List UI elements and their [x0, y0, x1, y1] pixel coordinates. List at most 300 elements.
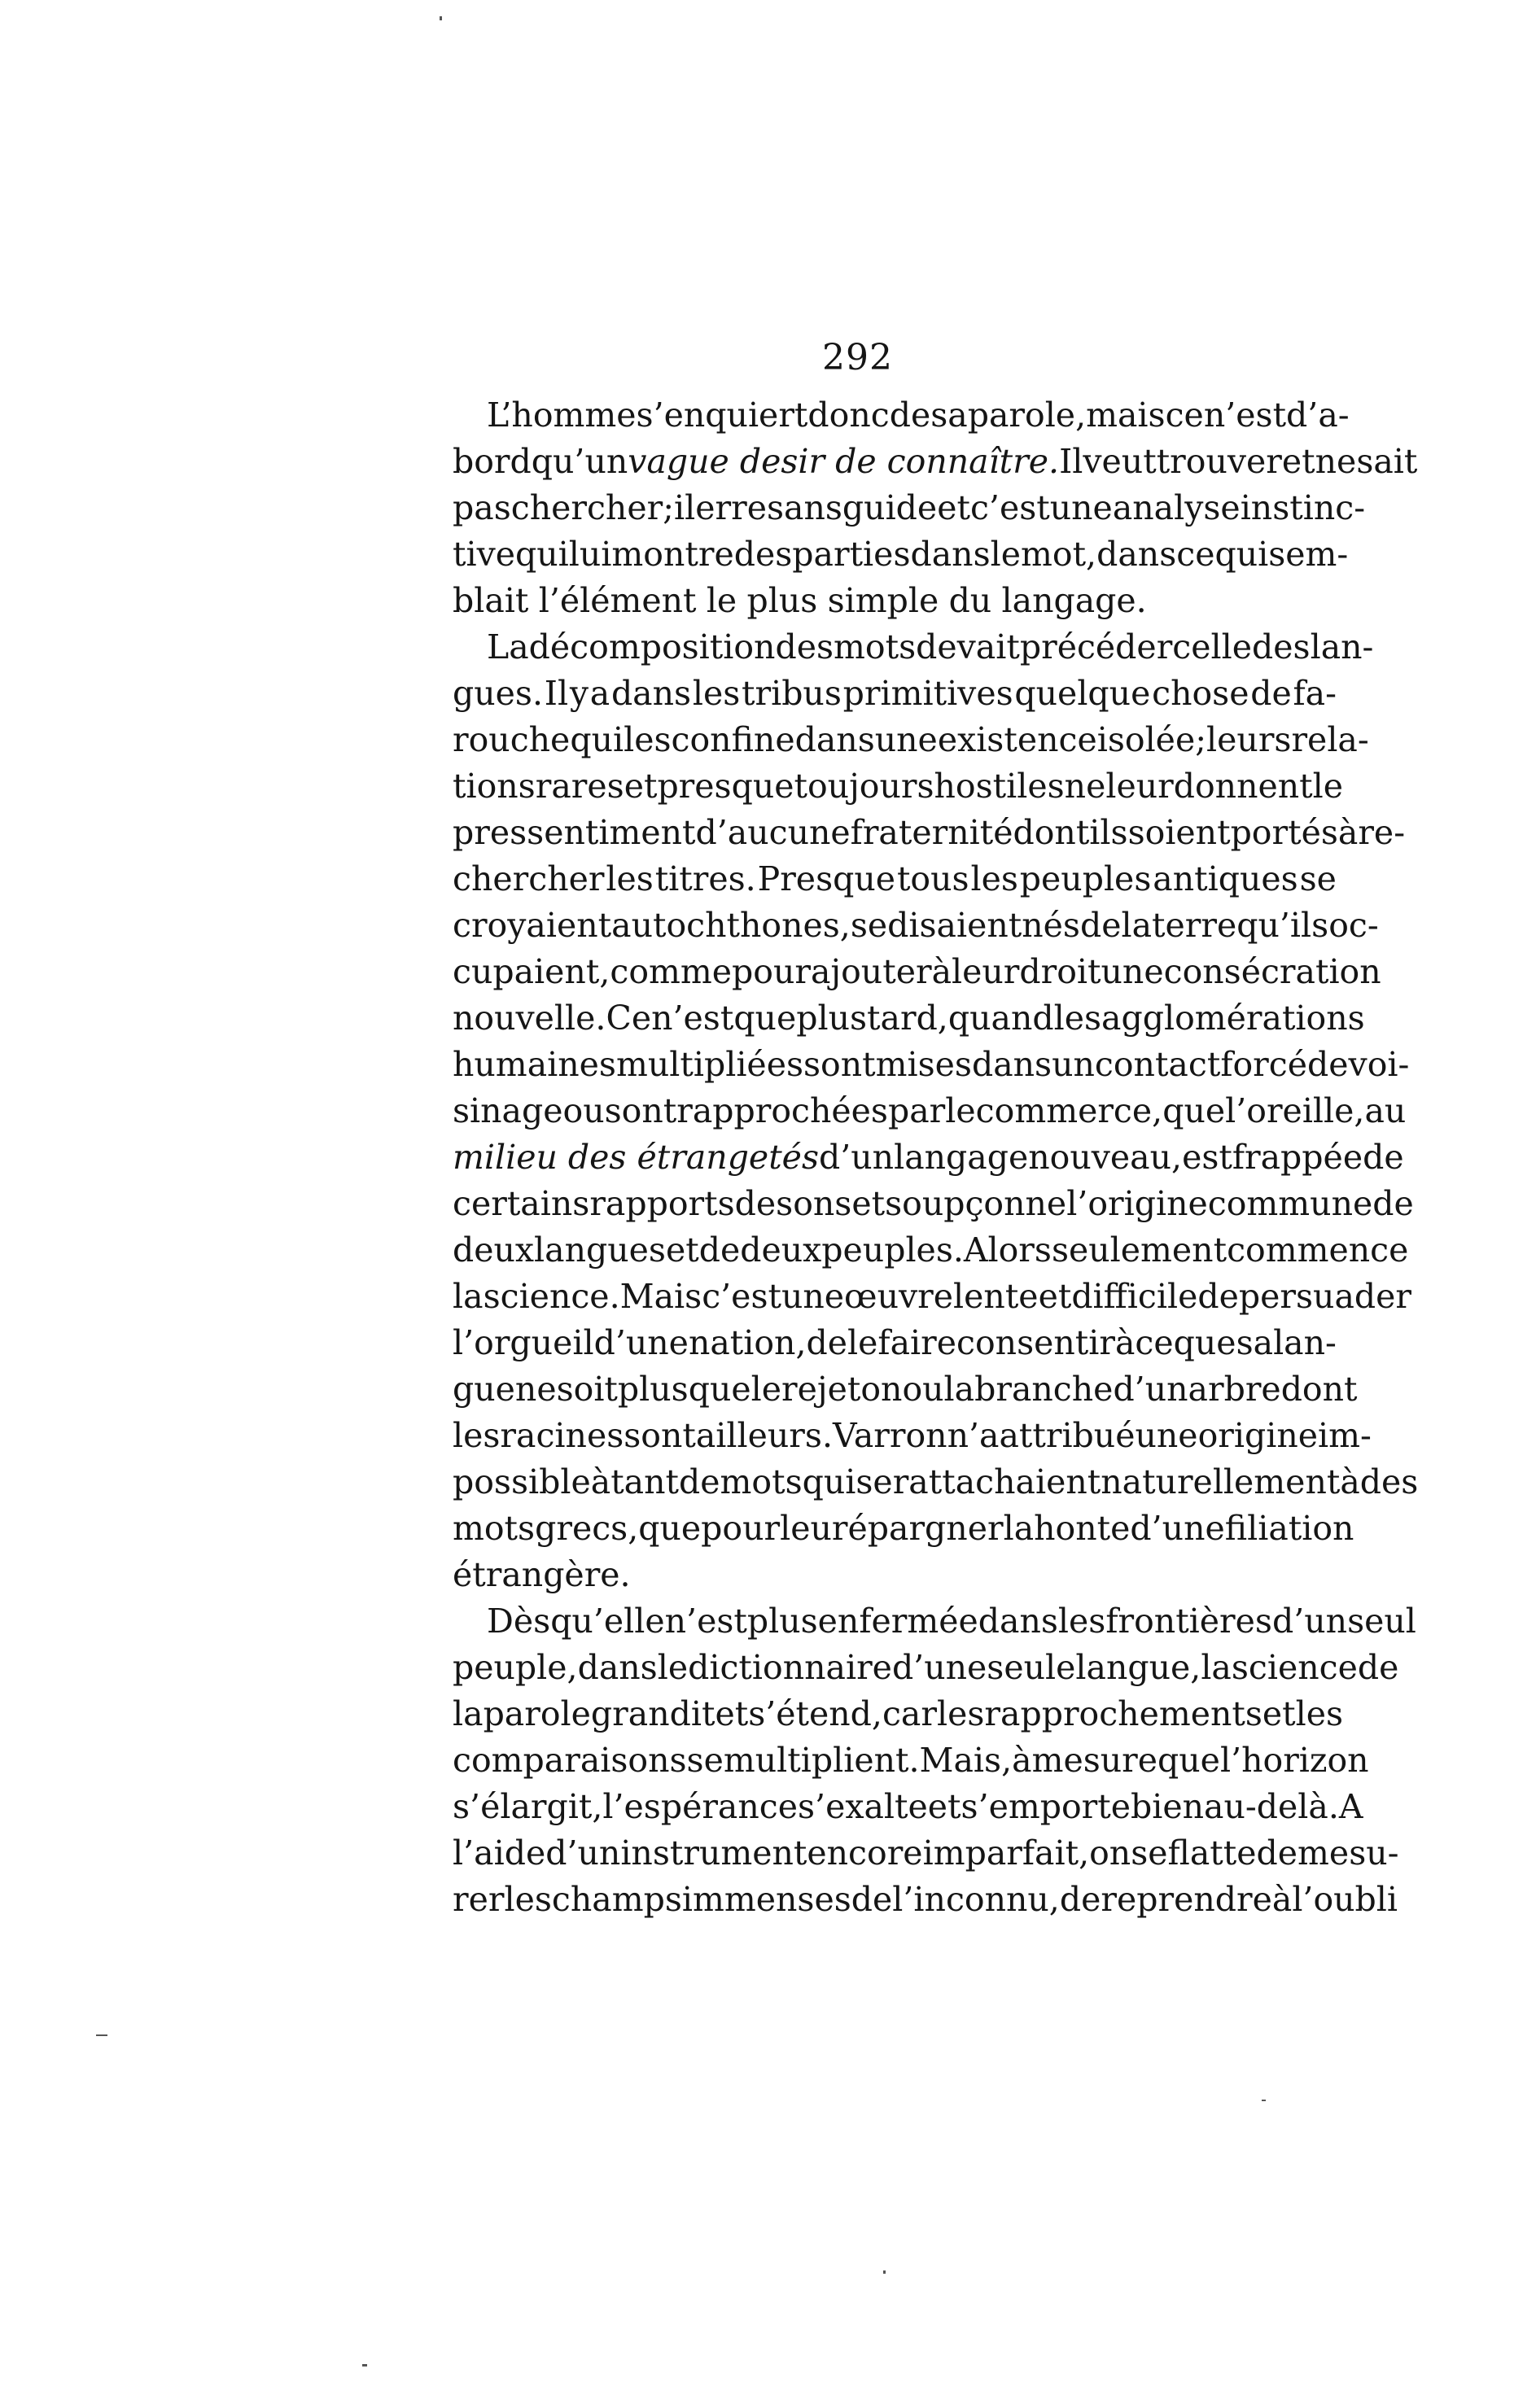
word: tribus — [742, 674, 842, 713]
word: consécration — [1163, 952, 1381, 991]
word: car — [882, 1694, 937, 1733]
word: leur — [1105, 767, 1174, 806]
word: qui — [802, 1462, 856, 1501]
word: se — [856, 1462, 893, 1501]
word: chercher — [453, 859, 605, 898]
word: peuples. — [821, 1230, 964, 1270]
word: trouver — [1156, 442, 1282, 481]
word: ne — [1315, 442, 1357, 481]
text-line — [453, 1134, 1404, 1181]
word: sons — [776, 1184, 852, 1223]
word: d’un — [545, 1833, 621, 1873]
text-line — [453, 578, 1337, 624]
word: La — [487, 627, 529, 666]
word: croyaient — [453, 906, 612, 945]
word: et — [927, 1787, 961, 1826]
word: veut — [1083, 442, 1157, 481]
word: nouveau, — [1028, 1138, 1183, 1177]
word: consentir — [956, 1323, 1115, 1362]
word: que — [688, 1370, 751, 1409]
word: d’une — [593, 1323, 689, 1362]
word: immenses — [681, 1880, 851, 1919]
word: les — [970, 859, 1018, 898]
word: parole — [483, 1694, 591, 1733]
word: les — [1053, 999, 1102, 1038]
word: possible — [453, 1462, 591, 1501]
word: des — [1359, 1462, 1419, 1501]
word: imparfait, — [922, 1833, 1090, 1873]
word: ou — [902, 1370, 944, 1409]
word: leur — [952, 952, 1020, 991]
word: multipliées — [615, 1045, 803, 1084]
word: et — [1262, 1694, 1296, 1733]
word: des — [775, 627, 834, 666]
word: bord — [453, 442, 532, 481]
word: qui — [570, 720, 624, 759]
word: l’orgueil — [453, 1323, 594, 1362]
word: disaient — [887, 906, 1022, 945]
scan-speck — [96, 2034, 107, 2036]
word: lan- — [1273, 1323, 1337, 1362]
word: que — [638, 1509, 702, 1548]
text-line — [453, 392, 1350, 439]
word: branche — [974, 1370, 1114, 1409]
word: rouche — [453, 720, 571, 759]
word: ne — [1064, 767, 1106, 806]
text-line — [453, 1227, 1409, 1274]
word: de — [1197, 1277, 1239, 1316]
text-line — [453, 1784, 1363, 1830]
text-line — [453, 439, 1418, 485]
word: persuader — [1238, 1277, 1411, 1316]
word: Alors — [963, 1230, 1052, 1270]
word: langage. — [1001, 581, 1147, 620]
text-line — [453, 1042, 1410, 1088]
word: une — [1049, 488, 1113, 527]
word: que — [1157, 1741, 1220, 1780]
word: tard, — [867, 999, 948, 1038]
word: nation, — [688, 1323, 807, 1362]
word: les — [453, 1416, 501, 1455]
word: peuples — [1019, 859, 1152, 898]
word: l’inconnu, — [892, 1880, 1060, 1919]
word: mots — [720, 1462, 803, 1501]
word: d’une — [1130, 1509, 1225, 1548]
word: sont — [803, 1045, 876, 1084]
word: L’homme — [487, 396, 637, 435]
text-line — [453, 1366, 1358, 1413]
word: isolée; — [1096, 720, 1207, 759]
word: hostiles — [934, 767, 1065, 806]
word: agglomérations — [1101, 999, 1365, 1038]
text-line — [453, 902, 1379, 949]
word: le — [706, 581, 737, 620]
word: ce — [1165, 396, 1204, 435]
word: l’aide — [453, 1833, 546, 1873]
word: d’un — [818, 1138, 895, 1177]
word: primitives — [842, 674, 1013, 713]
word: Mais — [619, 1277, 702, 1316]
word: ailleurs. — [695, 1416, 833, 1455]
word: peuple, — [453, 1648, 578, 1687]
word: les — [936, 1694, 985, 1733]
word: langue, — [1075, 1648, 1201, 1687]
text-line — [453, 1181, 1414, 1227]
word: sont — [624, 1416, 696, 1455]
word: mesure — [1031, 1741, 1158, 1780]
word: à — [1337, 813, 1359, 852]
word: à — [1340, 1462, 1360, 1501]
word: le — [1312, 767, 1344, 806]
word: n’est — [664, 1602, 747, 1641]
word: montre — [611, 535, 734, 574]
word: les — [1295, 1694, 1344, 1733]
word: une — [874, 720, 938, 759]
word: deux — [453, 1230, 535, 1270]
word: deux — [740, 1230, 822, 1270]
word: quand — [947, 999, 1054, 1038]
word: de — [1059, 1880, 1101, 1919]
word: mots — [453, 1509, 536, 1548]
text-line — [453, 1320, 1337, 1366]
word: du — [948, 581, 992, 620]
word: naturellement — [1101, 1462, 1341, 1501]
word: contact — [1094, 1045, 1221, 1084]
scan-speck — [362, 2364, 367, 2366]
word: dans — [794, 720, 875, 759]
word: œuvre — [844, 1277, 954, 1316]
word: une — [1101, 952, 1164, 991]
word: pas — [453, 488, 511, 527]
word: plus — [617, 1370, 689, 1409]
word: c’est — [969, 488, 1050, 527]
text-line — [453, 995, 1365, 1042]
word: attribué — [999, 1416, 1136, 1455]
word: d’aucune — [695, 813, 851, 852]
word: à — [1271, 1880, 1293, 1919]
word: à — [931, 952, 952, 991]
word: commence — [1227, 1230, 1409, 1270]
word: portés — [1230, 813, 1338, 852]
word: autochthones, — [611, 906, 851, 945]
text-line — [453, 531, 1349, 578]
word: dont — [1013, 813, 1090, 852]
word: tions — [453, 767, 536, 806]
word: une — [1135, 1416, 1198, 1455]
word: vague desir de connaître. — [628, 442, 1060, 481]
word: mais — [1086, 396, 1166, 435]
text-line — [453, 1598, 1416, 1645]
word: commerce, — [975, 1091, 1163, 1130]
word: la — [1121, 906, 1153, 945]
word: rapprochements — [984, 1694, 1262, 1733]
word: pressentiment — [453, 813, 696, 852]
word: l’élément — [538, 581, 697, 620]
word: une — [781, 1277, 845, 1316]
word: s’étend, — [748, 1694, 882, 1733]
word: donnent — [1173, 767, 1313, 806]
word: à — [590, 1462, 611, 1501]
word: toujours — [794, 767, 934, 806]
word: les — [504, 1880, 552, 1919]
word: et — [851, 1184, 886, 1223]
word: rares — [535, 767, 624, 806]
word: et — [1281, 442, 1315, 481]
word: plus — [746, 581, 818, 620]
word: précéder — [1019, 627, 1173, 666]
word: l’oreille, — [1225, 1091, 1365, 1130]
word: mesu- — [1298, 1833, 1399, 1873]
word: humaines — [453, 1045, 616, 1084]
word: grandit — [590, 1694, 715, 1733]
word: quelque — [1014, 674, 1151, 713]
word: comme — [610, 952, 733, 991]
word: d’un — [1113, 1370, 1188, 1409]
word: se — [1131, 1833, 1168, 1873]
word: chose — [1152, 674, 1249, 713]
word: langues — [534, 1230, 666, 1270]
word: de — [806, 1323, 848, 1362]
word: et — [937, 488, 970, 527]
word: ils — [1089, 813, 1128, 852]
word: Il — [544, 674, 569, 713]
page-number: 292 — [822, 337, 893, 378]
word: tous — [896, 859, 969, 898]
word: Presque — [757, 859, 896, 898]
text-line — [453, 485, 1366, 531]
word: d’une — [891, 1648, 987, 1687]
word: lan- — [1310, 627, 1374, 666]
word: dans — [1096, 535, 1177, 574]
word: dont — [1280, 1370, 1358, 1409]
word: la — [943, 1370, 975, 1409]
word: donc — [807, 396, 890, 435]
word: tive — [453, 535, 516, 574]
word: se — [686, 1741, 724, 1780]
word: reprendre — [1101, 1880, 1272, 1919]
word: de — [698, 1230, 741, 1270]
word: étrangère. — [453, 1555, 631, 1594]
word: de — [1307, 1045, 1349, 1084]
word: Varron — [832, 1416, 947, 1455]
word: y — [569, 674, 589, 713]
word: d’a- — [1286, 396, 1350, 435]
word: difficile — [1071, 1277, 1198, 1316]
word: forcé — [1220, 1045, 1308, 1084]
word: science — [1231, 1648, 1358, 1687]
word: décomposition — [528, 627, 776, 666]
word: le — [990, 535, 1022, 574]
word: au-delà. — [1204, 1787, 1339, 1826]
word: sait — [1356, 442, 1418, 481]
text-line — [453, 624, 1374, 671]
word: qu’ils — [1236, 906, 1329, 945]
word: gues. — [453, 674, 543, 713]
word: la — [1003, 1509, 1035, 1548]
word: se — [1299, 859, 1337, 898]
word: lui — [568, 535, 612, 574]
word: sem- — [1268, 535, 1349, 574]
word: n’a — [947, 1416, 1000, 1455]
word: enfermée — [817, 1602, 978, 1641]
text-line — [453, 1877, 1398, 1923]
word: le — [847, 1323, 878, 1362]
word: erre — [695, 488, 767, 527]
word: dans — [577, 1648, 658, 1687]
word: n’est — [1203, 396, 1287, 435]
word: s’enquiert — [636, 396, 808, 435]
word: les — [624, 720, 672, 759]
word: épargner — [847, 1509, 1004, 1548]
word: droit — [1019, 952, 1101, 991]
word: encore — [807, 1833, 923, 1873]
word: seulement — [1051, 1230, 1227, 1270]
text-line — [453, 1552, 1337, 1598]
word: de — [734, 1184, 777, 1223]
word: rapprochées — [676, 1091, 888, 1130]
word: grecs, — [535, 1509, 639, 1548]
word: analyse — [1112, 488, 1241, 527]
word: la — [1201, 1648, 1232, 1687]
word: de — [679, 1462, 720, 1501]
word: existence — [937, 720, 1097, 759]
word: qui — [1214, 535, 1269, 574]
word: ou — [562, 1091, 605, 1130]
word: de — [889, 396, 931, 435]
word: c’est — [702, 1277, 781, 1316]
text-line — [453, 1691, 1344, 1737]
word: d’un — [1271, 1602, 1348, 1641]
word: flatte — [1167, 1833, 1257, 1873]
word: on — [1089, 1833, 1131, 1873]
word: sans — [766, 488, 842, 527]
word: nouvelle. — [453, 999, 606, 1038]
word: frappée — [1232, 1138, 1363, 1177]
body-text — [453, 392, 1419, 1923]
word: parties — [792, 535, 911, 574]
word: soient — [1127, 813, 1231, 852]
word: pour — [732, 952, 811, 991]
word: parole, — [967, 396, 1087, 435]
word: honte — [1034, 1509, 1131, 1548]
word: dans — [610, 674, 692, 713]
word: Mais, — [919, 1741, 1013, 1780]
word: a — [589, 674, 610, 713]
word: au — [1364, 1091, 1407, 1130]
word: l’horizon — [1219, 1741, 1369, 1780]
word: science. — [483, 1277, 620, 1316]
word: que — [733, 999, 797, 1038]
text-line — [453, 949, 1381, 995]
word: n’est — [651, 999, 734, 1038]
word: titres. — [654, 859, 756, 898]
word: à — [1114, 1323, 1136, 1362]
word: plus — [796, 999, 868, 1038]
text-line — [453, 763, 1344, 810]
word: les — [606, 859, 654, 898]
word: que — [1162, 1091, 1226, 1130]
text-line — [453, 1459, 1419, 1506]
word: confine — [671, 720, 795, 759]
word: fraternité — [850, 813, 1013, 852]
text-line — [453, 1413, 1372, 1459]
word: guide — [842, 488, 938, 527]
word: milieu des étrangetés — [453, 1138, 819, 1177]
word: s’exalte — [798, 1787, 928, 1826]
word: de — [1363, 1138, 1404, 1177]
scan-speck — [1262, 2100, 1266, 2101]
word: seul — [1347, 1602, 1416, 1641]
word: de — [1250, 674, 1292, 713]
word: les — [1057, 1602, 1106, 1641]
text-line — [453, 1830, 1399, 1877]
word: rapports — [589, 1184, 735, 1223]
word: mot, — [1021, 535, 1097, 574]
word: cupaient, — [453, 952, 610, 991]
text-line — [453, 717, 1369, 763]
word: le — [657, 1648, 689, 1687]
word: sont — [604, 1091, 677, 1130]
word: racines — [500, 1416, 624, 1455]
word: presque — [657, 767, 794, 806]
word: A — [1338, 1787, 1363, 1826]
word: leurs — [1206, 720, 1292, 759]
word: oc- — [1328, 906, 1379, 945]
scan-speck — [440, 16, 442, 20]
word: celle — [1172, 627, 1253, 666]
word: qui — [515, 535, 569, 574]
word: Ce — [606, 999, 652, 1038]
word: re- — [1358, 813, 1406, 852]
word: comparaisons — [453, 1741, 687, 1780]
text-line — [453, 1645, 1399, 1691]
word: à — [1012, 1741, 1032, 1780]
word: de — [1256, 1833, 1298, 1873]
word: ne — [514, 1370, 557, 1409]
word: le — [945, 1091, 976, 1130]
word: blait — [453, 581, 529, 620]
word: nés — [1022, 906, 1080, 945]
word: chercher; — [510, 488, 675, 527]
word: bien — [1131, 1787, 1205, 1826]
text-line — [453, 1088, 1407, 1134]
word: sinage — [453, 1091, 563, 1130]
word: filiation — [1224, 1509, 1354, 1548]
word: et — [624, 767, 658, 806]
word: l’oubli — [1292, 1880, 1398, 1919]
word: sa — [1236, 1323, 1274, 1362]
word: mots — [834, 627, 917, 666]
word: dans — [971, 1045, 1052, 1084]
word: im- — [1318, 1416, 1372, 1455]
word: instinc- — [1240, 488, 1366, 527]
word: devait — [916, 627, 1020, 666]
text-line — [453, 1274, 1411, 1320]
word: que — [1173, 1323, 1236, 1362]
text-line — [453, 810, 1406, 856]
word: mises — [875, 1045, 972, 1084]
word: voi- — [1348, 1045, 1410, 1084]
word: s’emporte — [961, 1787, 1131, 1826]
word: commune — [1207, 1184, 1373, 1223]
word: Il — [1059, 442, 1083, 481]
word: la — [453, 1277, 484, 1316]
word: les — [692, 674, 741, 713]
word: rejeton — [781, 1370, 903, 1409]
word: Dès — [487, 1602, 551, 1641]
word: gue — [453, 1370, 515, 1409]
text-line — [453, 856, 1337, 902]
